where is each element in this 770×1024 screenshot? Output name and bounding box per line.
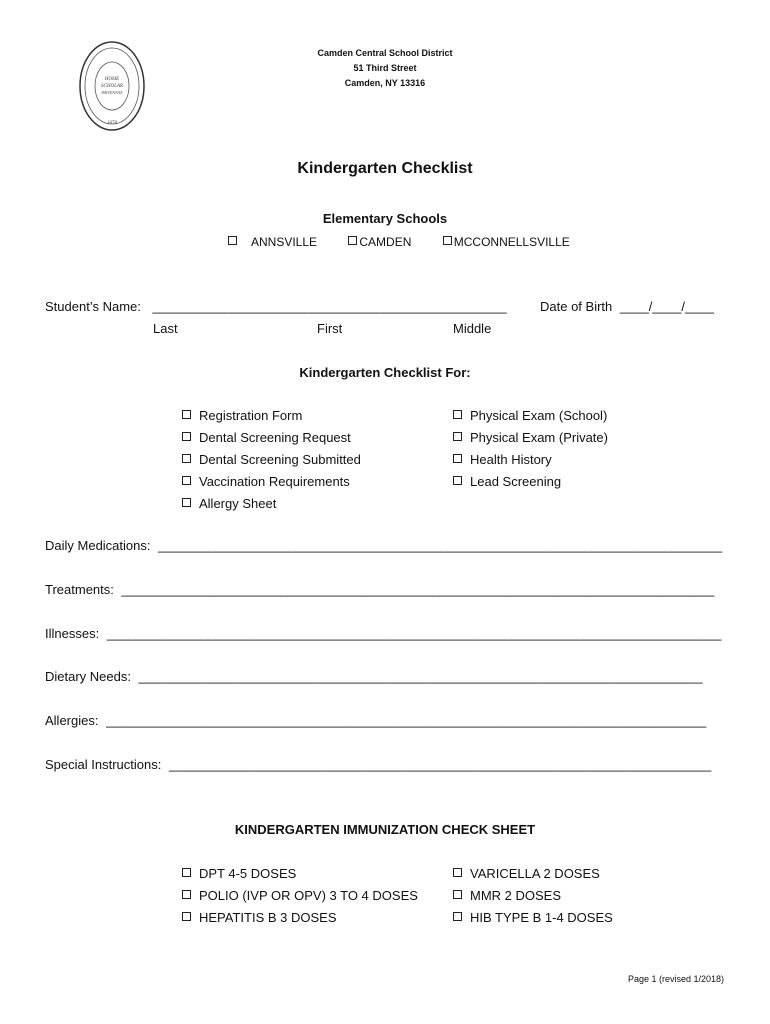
treatments-field[interactable]: __________________________________________________________________________________	[121, 582, 715, 597]
checkbox-icon[interactable]	[182, 498, 191, 507]
treatments-label: Treatments:	[45, 582, 114, 597]
illnesses-row	[45, 626, 721, 641]
checkbox-icon[interactable]	[453, 912, 462, 921]
checklist-item[interactable]: Allergy Sheet	[182, 493, 361, 515]
district-city: Camden, NY 13316	[344, 78, 426, 88]
special-instructions-row	[45, 757, 711, 772]
allergies-field[interactable]: ___________________________________________________________________________________	[106, 713, 707, 728]
allergies-row	[45, 713, 706, 728]
checklist-item[interactable]: Dental Screening Submitted	[182, 449, 361, 471]
name-last-caption: Last	[153, 321, 178, 336]
checklist-item[interactable]: Physical Exam (School)	[453, 405, 608, 427]
checklist-right	[453, 405, 608, 493]
checklist-item[interactable]: Vaccination Requirements	[182, 471, 361, 493]
daily-medications-row	[45, 538, 722, 553]
svg-text:ISHVENNAE: ISHVENNAE	[101, 90, 123, 95]
svg-text:1878: 1878	[107, 121, 117, 126]
checklist-left	[182, 405, 361, 515]
svg-text:SCHOLAR: SCHOLAR	[101, 84, 123, 89]
checkbox-icon[interactable]	[182, 476, 191, 485]
dob-label: Date of Birth	[540, 299, 613, 314]
allergies-label: Allergies:	[45, 713, 99, 728]
dietary-needs-label: Dietary Needs:	[45, 669, 131, 684]
checkbox-icon[interactable]	[228, 236, 237, 245]
special-instructions-label: Special Instructions:	[45, 757, 162, 772]
schools-heading: Elementary Schools	[322, 211, 448, 226]
school-option-mcconnellsville[interactable]: MCCONNELLSVILLE	[443, 235, 584, 249]
checklist-item[interactable]: Registration Form	[182, 405, 361, 427]
immunization-item[interactable]: VARICELLA 2 DOSES	[453, 863, 613, 885]
checkbox-icon[interactable]	[453, 890, 462, 899]
dietary-needs-field[interactable]: ______________________________________________________________________________	[138, 669, 703, 684]
student-name-row	[45, 299, 507, 314]
checkbox-icon[interactable]	[182, 912, 191, 921]
name-first-caption: First	[317, 321, 343, 336]
page-title: Kindergarten Checklist	[297, 160, 473, 177]
daily-medications-label: Daily Medications:	[45, 538, 151, 553]
immunization-item[interactable]: HEPATITIS B 3 DOSES	[182, 907, 418, 929]
checkbox-icon[interactable]	[453, 410, 462, 419]
daily-medications-field[interactable]: ______________________________________________________________________________	[158, 538, 723, 553]
immunization-heading: KINDERGARTEN IMMUNIZATION CHECK SHEET	[234, 822, 536, 837]
checklist-heading: Kindergarten Checklist For:	[299, 365, 471, 380]
school-option-annsville[interactable]: ANNSVILLE	[228, 235, 331, 249]
district-name: Camden Central School District	[317, 48, 453, 58]
checkbox-icon[interactable]	[182, 454, 191, 463]
checkbox-icon[interactable]	[453, 432, 462, 441]
school-options	[228, 235, 598, 249]
student-name-field[interactable]: _________________________________________________	[152, 299, 507, 314]
checkbox-icon[interactable]	[182, 868, 191, 877]
dietary-needs-row	[45, 669, 703, 684]
special-instructions-field[interactable]: ___________________________________________________________________________	[168, 757, 712, 772]
name-middle-caption: Middle	[453, 321, 492, 336]
page-footer: Page 1 (revised 1/2018)	[627, 974, 724, 984]
illnesses-label: Illnesses:	[45, 626, 100, 641]
checklist-item[interactable]: Dental Screening Request	[182, 427, 361, 449]
checkbox-icon[interactable]	[182, 432, 191, 441]
checkbox-icon[interactable]	[453, 454, 462, 463]
checkbox-icon[interactable]	[453, 868, 462, 877]
school-option-camden[interactable]: CAMDEN	[348, 235, 425, 249]
svg-text:HOME: HOME	[104, 77, 120, 82]
immunization-item[interactable]: MMR 2 DOSES	[453, 885, 613, 907]
district-street: 51 Third Street	[353, 63, 417, 73]
checkbox-icon[interactable]	[182, 890, 191, 899]
immunization-item[interactable]: DPT 4-5 DOSES	[182, 863, 418, 885]
immunization-item[interactable]: HIB TYPE B 1-4 DOSES	[453, 907, 613, 929]
dob-row	[540, 299, 714, 314]
immunization-right	[453, 863, 613, 929]
checkbox-icon[interactable]	[453, 476, 462, 485]
illnesses-field[interactable]: _____________________________________________________________________________________	[106, 626, 722, 641]
checkbox-icon[interactable]	[182, 410, 191, 419]
checklist-item[interactable]: Health History	[453, 449, 608, 471]
student-name-label: Student’s Name:	[45, 299, 141, 314]
checklist-item[interactable]: Physical Exam (Private)	[453, 427, 608, 449]
checklist-item[interactable]: Lead Screening	[453, 471, 608, 493]
checkbox-icon[interactable]	[443, 236, 452, 245]
treatments-row	[45, 582, 714, 597]
immunization-left	[182, 863, 418, 929]
checkbox-icon[interactable]	[348, 236, 357, 245]
dob-field[interactable]: ____/____/____	[619, 299, 714, 314]
immunization-item[interactable]: POLIO (IVP OR OPV) 3 TO 4 DOSES	[182, 885, 418, 907]
